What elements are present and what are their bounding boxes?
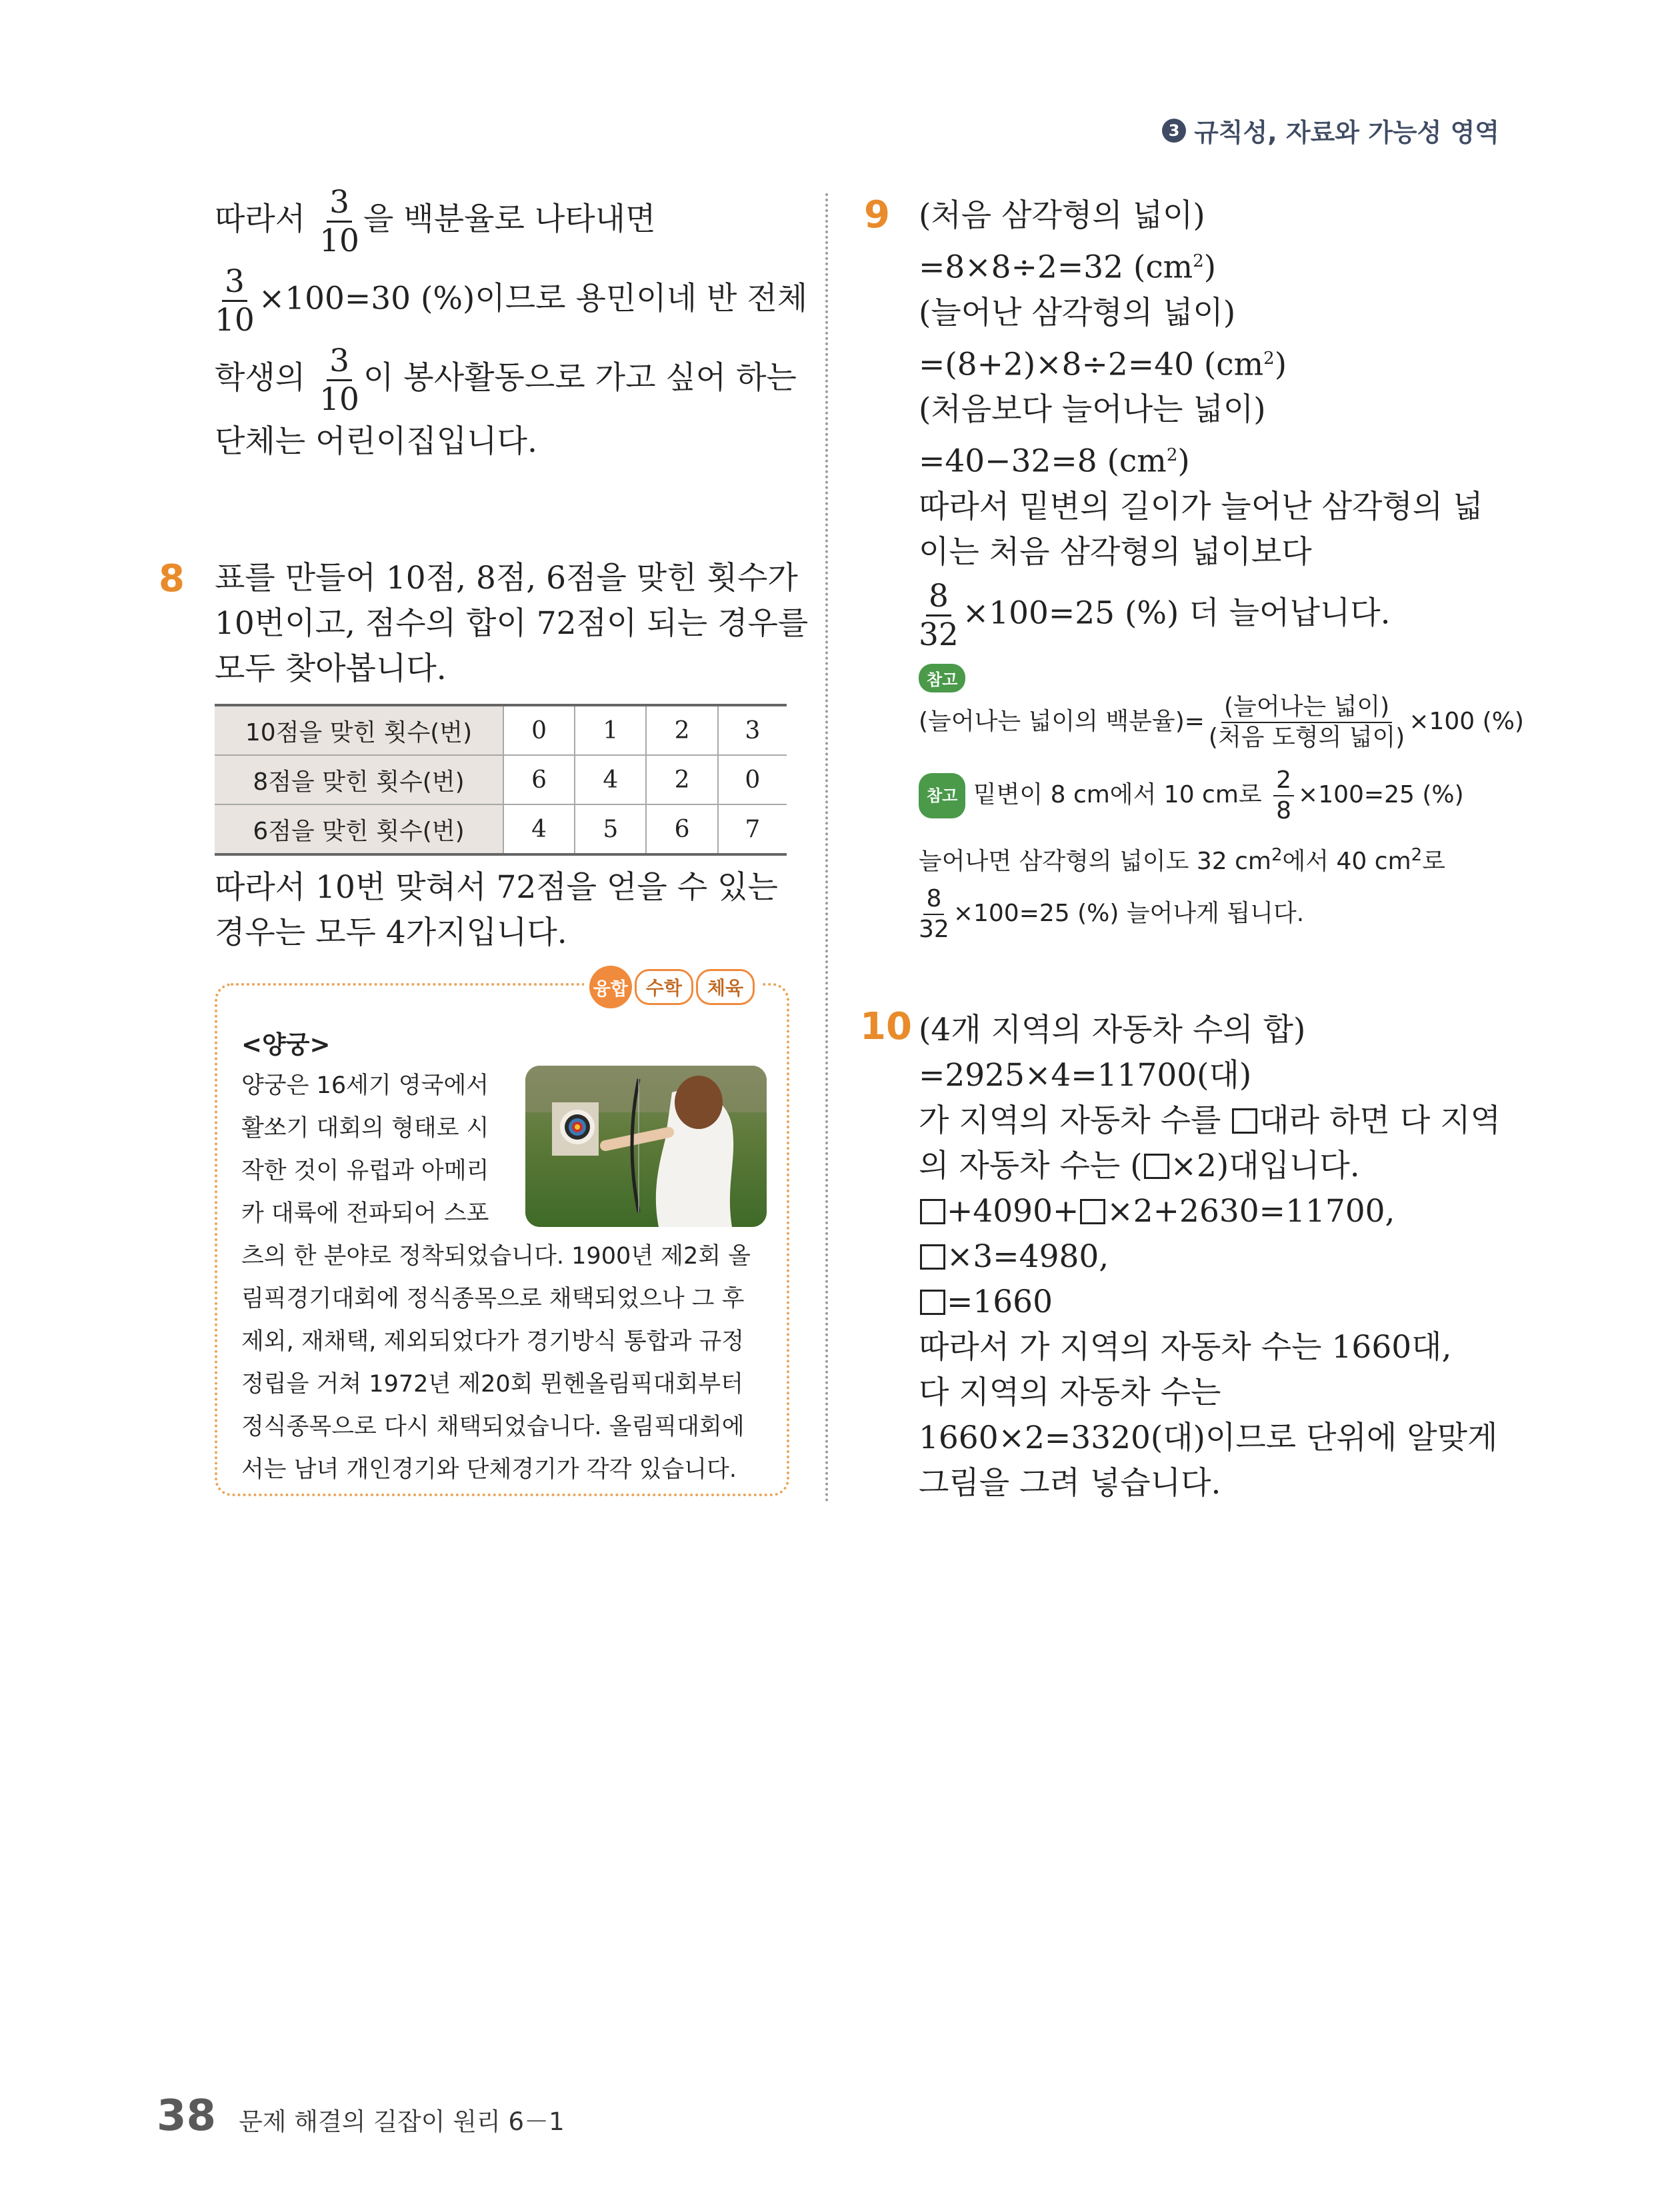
column-divider	[825, 193, 828, 1503]
blank-box	[920, 1244, 945, 1270]
fraction	[1273, 768, 1294, 823]
q8-line: 10번이고, 점수의 합이 72점이 되는 경우를	[215, 605, 809, 642]
q10-line: =2925×4=11700(대)	[919, 1057, 1252, 1094]
fraction	[1208, 692, 1405, 751]
section-header	[1162, 112, 1499, 149]
blank-box	[1080, 1199, 1105, 1224]
q9-line: =8×8÷2=32 $(cm^2)$	[919, 249, 1217, 286]
text: ×100=25 (%)	[1298, 780, 1464, 808]
numerator: 2	[1273, 768, 1294, 796]
q10-line: 그림을 그려 넣습니다.	[919, 1465, 1221, 1502]
note-badge: 참고	[919, 773, 965, 818]
denominator: 10	[215, 302, 255, 339]
left-column	[215, 184, 808, 465]
archery-line: 제외, 재채택, 제외되었다가 경기방식 통합과 규정	[241, 1328, 745, 1355]
blank-box	[920, 1199, 945, 1224]
text: 따라서	[215, 201, 316, 238]
q10-line: 1660×2=3320(대)이므로 단위에 알맞게	[919, 1420, 1498, 1456]
superscript: 2	[1193, 251, 1204, 271]
page-number: 38	[157, 2091, 217, 2141]
text: (늘어나는 넓이의 백분율)=	[919, 707, 1205, 735]
text: =8×8÷2=32 (cm	[919, 249, 1193, 286]
archery-line: 정식종목으로 다시 채택되었습니다. 올림픽대회에	[241, 1414, 745, 1440]
archery-line: 서는 남녀 개인경기와 단체경기가 각각 있습니다.	[241, 1456, 737, 1483]
archery-line: 림픽경기대회에 정식종목으로 채택되었으나 그 후	[241, 1286, 745, 1312]
q9-line: (처음보다 늘어나는 넓이)	[919, 391, 1266, 429]
numerator: (늘어나는 넓이)	[1221, 695, 1392, 723]
note-badge: 참고	[919, 664, 965, 692]
archery-title: <양궁>	[241, 1030, 331, 1059]
row-label: 8점을 맞힌 횟수(번)	[215, 755, 503, 804]
q8-line: 모두 찾아봅니다.	[215, 650, 447, 687]
question-number-10: 10	[860, 1005, 912, 1048]
q8-conclusion: 경우는 모두 4가지입니다.	[215, 914, 567, 951]
question-number-9: 9	[864, 193, 890, 237]
text: 이 봉사활동으로 가고 싶어 하는	[363, 359, 797, 397]
denominator: 10	[319, 223, 359, 259]
question-8	[215, 556, 809, 956]
intro-line-2	[215, 263, 808, 339]
row-label: 6점을 맞힌 횟수(번)	[215, 804, 503, 854]
section-title: 규칙성, 자료와 가능성 영역	[1194, 118, 1499, 147]
archery-line: 정립을 거쳐 1972년 제20회 뮌헨올림픽대회부터	[241, 1371, 743, 1398]
text: +4090+	[947, 1193, 1079, 1230]
table-row	[215, 705, 787, 755]
denominator: 32	[919, 616, 959, 653]
note-2-line	[919, 884, 1505, 943]
q10-line	[919, 1144, 1505, 1189]
table-cell: 6	[503, 755, 575, 804]
blank-box	[1232, 1108, 1257, 1134]
text: 가 지역의 자동차 수를	[919, 1102, 1231, 1139]
numerator: 3	[327, 187, 352, 223]
superscript: 2	[1411, 844, 1423, 865]
text: ×100 (%)	[1409, 707, 1524, 735]
numerator: 3	[222, 266, 247, 302]
text: =(8+2)×8÷2=40 (cm	[919, 346, 1264, 383]
table-cell: 0	[718, 755, 787, 804]
table-cell: 1	[575, 705, 646, 755]
question-10	[919, 1008, 1505, 1506]
denominator: 8	[1276, 796, 1292, 824]
fraction	[319, 184, 359, 259]
q10-line	[919, 1280, 1505, 1325]
q10-line: (4개 지역의 자동차 수의 합)	[919, 1012, 1306, 1048]
q9-line: =(8+2)×8÷2=40 $(cm^2)$	[919, 346, 1287, 383]
fraction	[215, 263, 255, 339]
text: 늘어나면 삼각형의 넓이도 32 cm	[919, 847, 1271, 875]
denominator: 32	[919, 915, 949, 943]
text: 학생의	[215, 359, 316, 397]
note-1	[919, 664, 1505, 692]
archery-line: 양궁은 16세기 영국에서	[241, 1072, 489, 1099]
table-row	[215, 755, 787, 804]
fraction	[919, 884, 949, 943]
q10-line: 다 지역의 자동차 수는	[919, 1374, 1221, 1411]
note-2	[919, 768, 1505, 823]
archery-info-box	[215, 977, 789, 1496]
table-cell: 4	[503, 804, 575, 854]
table-cell: 6	[646, 804, 717, 854]
q10-line: 따라서 가 지역의 자동차 수는 1660대,	[919, 1329, 1452, 1366]
q10-line	[919, 1189, 1505, 1234]
numerator: 8	[923, 887, 944, 915]
text: ×100=25 (%) 더 늘어납니다.	[962, 594, 1391, 632]
tag-convergence: 융합	[589, 966, 632, 1008]
section-number-badge: 3	[1162, 119, 1186, 143]
text: 로	[1422, 847, 1445, 875]
superscript: 2	[1166, 445, 1178, 466]
question-number-8: 8	[159, 557, 185, 600]
fraction	[319, 343, 359, 418]
row-label: 10점을 맞힌 횟수(번)	[215, 705, 503, 755]
fraction	[919, 577, 959, 653]
text: 대라 하면 다 지역	[1259, 1102, 1501, 1139]
q10-line	[919, 1098, 1505, 1144]
table-cell: 2	[646, 755, 717, 804]
q8-conclusion: 따라서 10번 맞혀서 72점을 얻을 수 있는	[215, 869, 778, 906]
table-cell: 2	[646, 705, 717, 755]
denominator: 10	[319, 381, 359, 418]
archery-line: 카 대륙에 전파되어 스포	[241, 1200, 489, 1227]
text: ×100=30 (%)이므로 용민이네 반 전체	[258, 280, 808, 317]
text: 에서 40 cm	[1282, 847, 1411, 875]
q9-line: 따라서 밑변의 길이가 늘어난 삼각형의 넓	[919, 488, 1483, 525]
table-cell: 7	[718, 804, 787, 854]
text: =1660	[947, 1284, 1053, 1320]
table-cell: 0	[503, 705, 575, 755]
text: ×100=25 (%) 늘어나게 됩니다.	[953, 899, 1305, 927]
q9-line: =40−32=8 $(cm^2)$	[919, 443, 1190, 480]
intro-line-3	[215, 343, 797, 418]
q9-line: 이는 처음 삼각형의 넓이보다	[919, 533, 1312, 570]
q9-line: (처음 삼각형의 넓이)	[919, 197, 1205, 234]
q9-line: (늘어난 삼각형의 넓이)	[919, 294, 1236, 331]
text: 밑변이 8 cm에서 10 cm로	[973, 780, 1270, 808]
table-cell: 4	[575, 755, 646, 804]
archery-line: 작한 것이 유럽과 아메리	[241, 1158, 489, 1184]
note-1-formula	[919, 692, 1524, 751]
text: ×2)대입니다.	[1170, 1148, 1360, 1184]
archery-body	[241, 1064, 768, 1491]
superscript: 2	[1263, 348, 1275, 369]
denominator: (처음 도형의 넓이)	[1208, 723, 1405, 751]
text: =40−32=8 (cm	[919, 443, 1167, 480]
intro-line-4: 단체는 어린이집입니다.	[215, 423, 537, 460]
q8-line: 표를 만들어 10점, 8점, 6점을 맞힌 횟수가	[215, 560, 798, 596]
note-2-line	[919, 835, 1505, 882]
superscript: 2	[1271, 844, 1283, 865]
tag-pe: 체육	[696, 969, 755, 1005]
table-row	[215, 804, 787, 854]
book-title: 문제 해결의 길잡이 원리 6－1	[239, 2107, 565, 2136]
blank-box	[920, 1290, 945, 1315]
q9-line	[919, 577, 1505, 653]
question-9	[919, 193, 1524, 943]
page-footer	[157, 2091, 565, 2141]
text: 의 자동차 수는 (	[919, 1148, 1143, 1184]
archery-line: 츠의 한 분야로 정착되었습니다. 1900년 제2회 올	[241, 1243, 751, 1270]
tag-math: 수학	[635, 969, 693, 1005]
q10-line	[919, 1234, 1505, 1280]
blank-box	[1144, 1154, 1169, 1179]
intro-line-1	[215, 184, 788, 259]
table-cell: 5	[575, 804, 646, 854]
text: ×3=4980,	[947, 1238, 1109, 1275]
table-cell: 3	[718, 705, 787, 755]
text: ×2+2630=11700,	[1107, 1193, 1395, 1230]
numerator: 3	[327, 345, 352, 381]
archery-line: 활쏘기 대회의 형태로 시	[241, 1115, 489, 1142]
numerator: 8	[926, 580, 951, 616]
subject-tags	[584, 966, 760, 1008]
score-table	[215, 704, 787, 856]
text: 을 백분율로 나타내면	[363, 201, 656, 238]
